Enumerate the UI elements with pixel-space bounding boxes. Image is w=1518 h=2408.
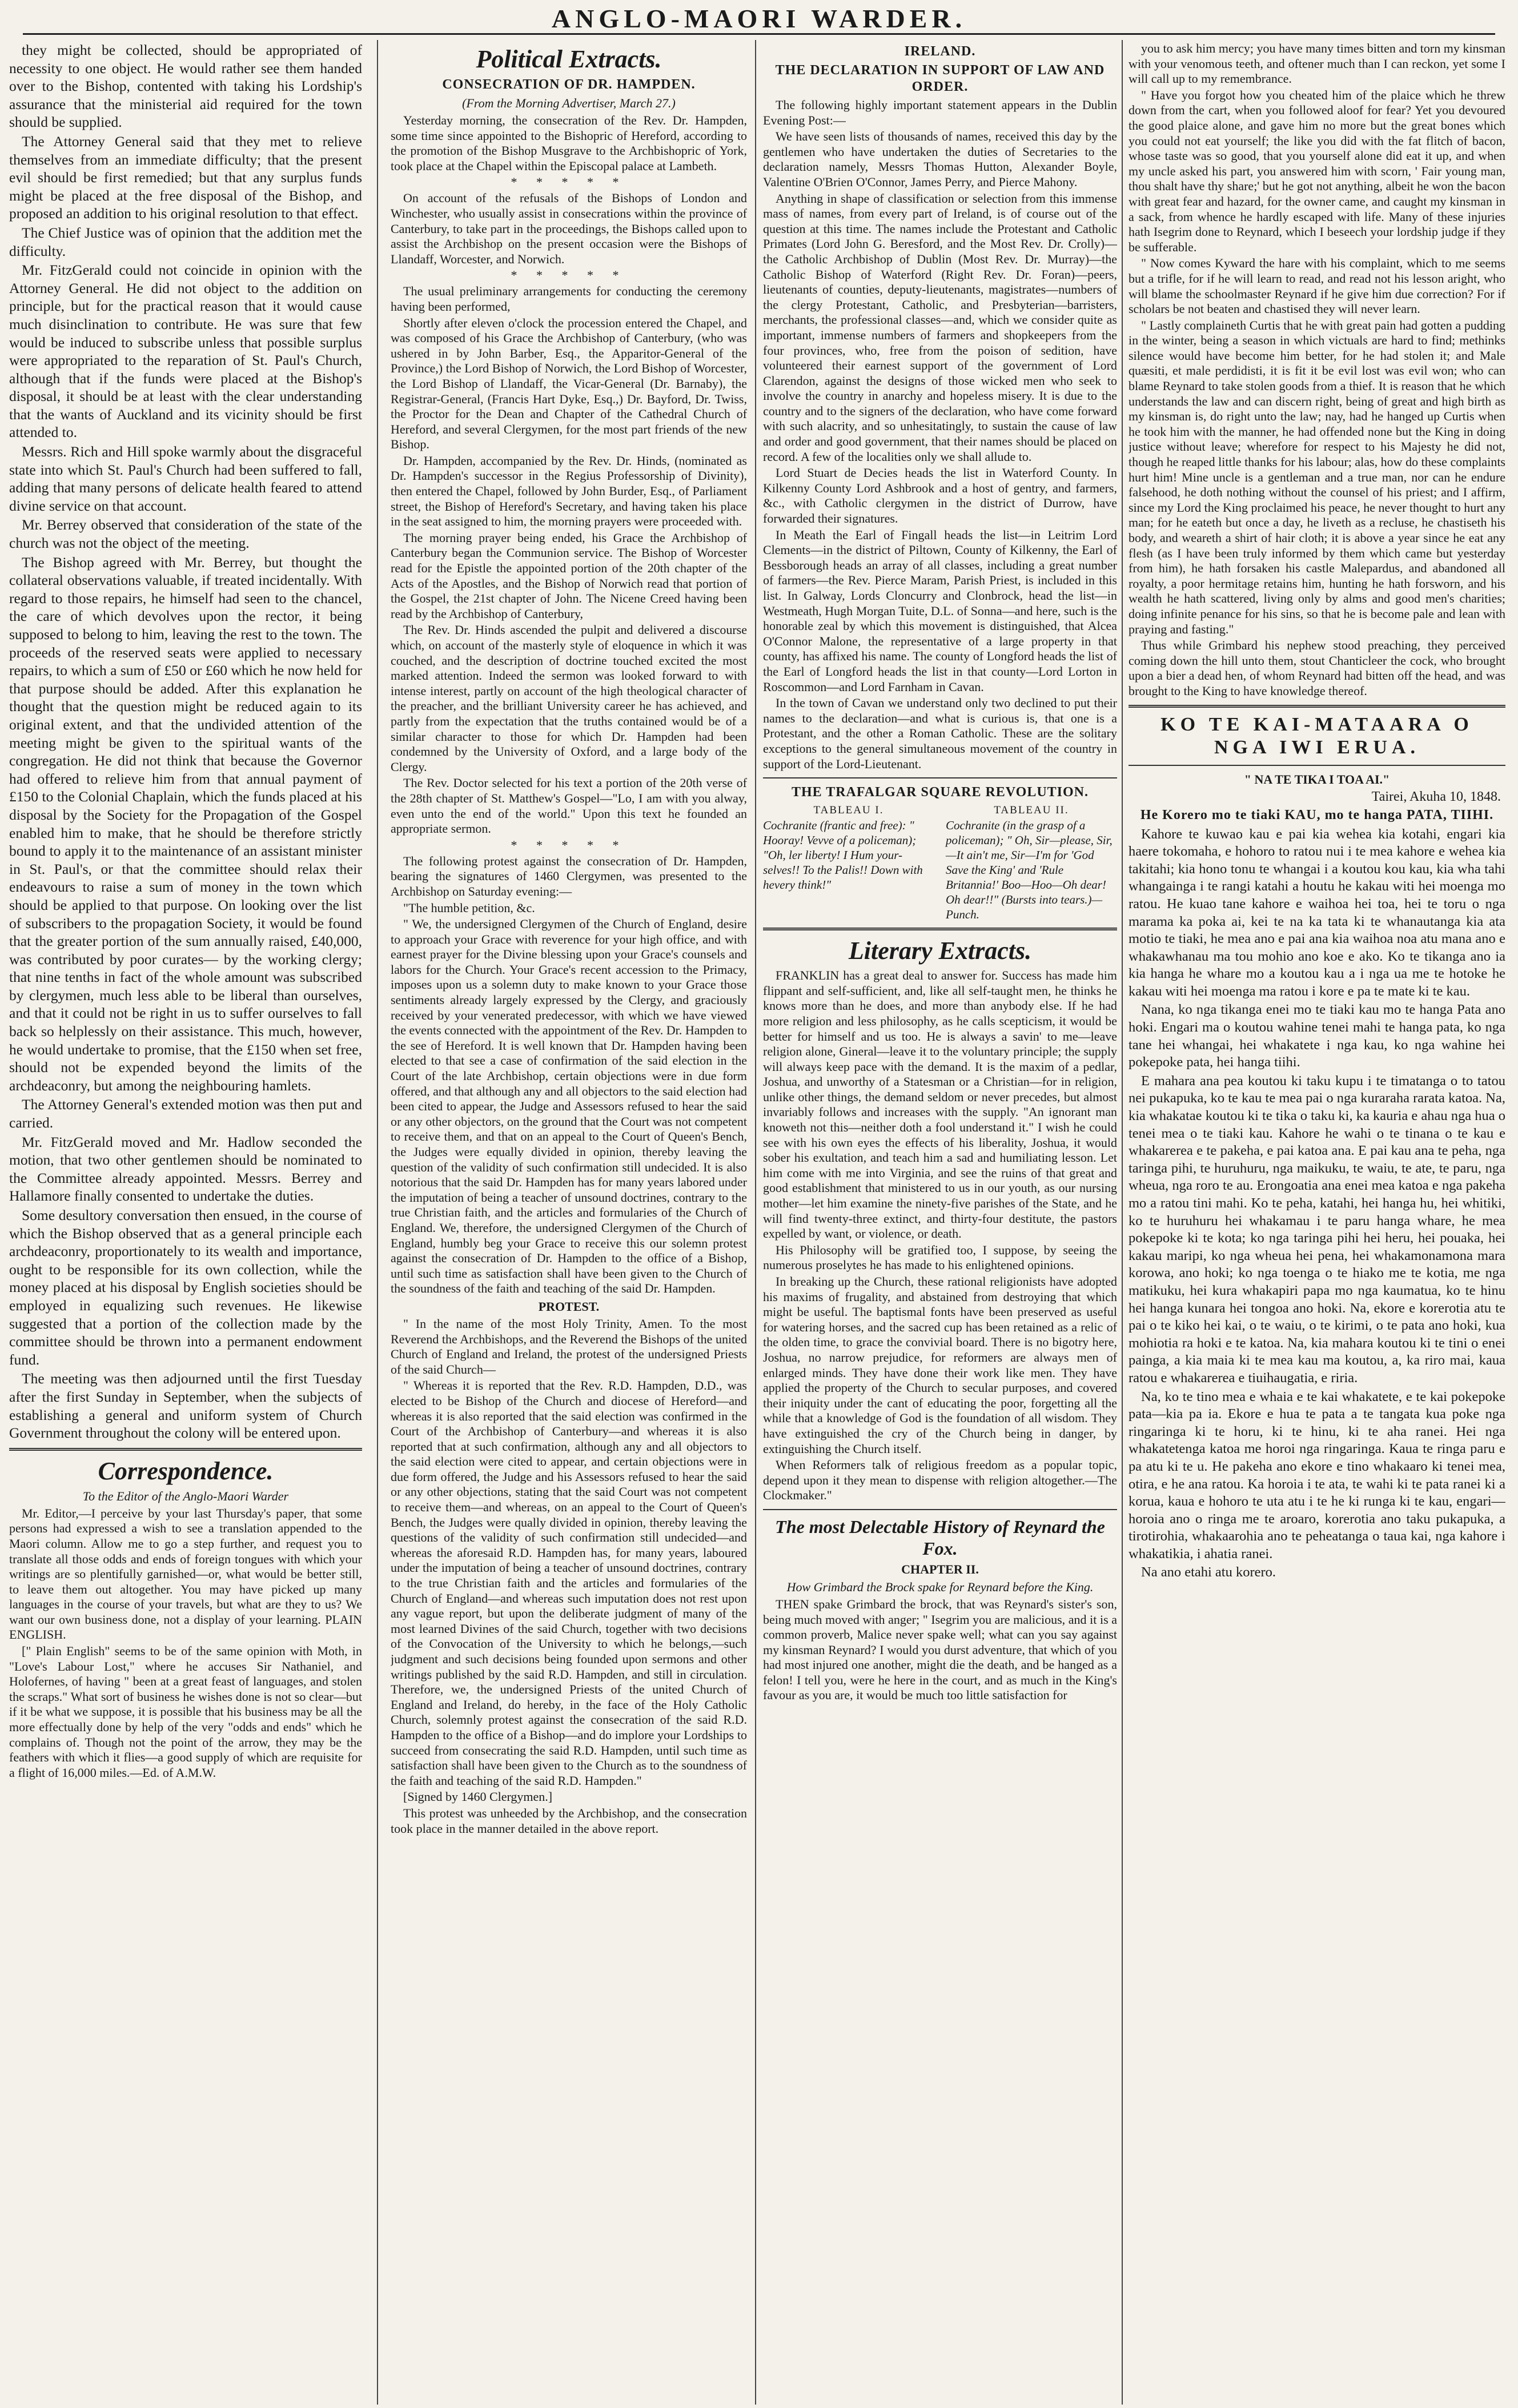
paragraph: Yesterday morning, the consecration of the Rev. Dr. Hampden, some time since appointed to the Bishopric of Hereford, according to the promotion of the Bishop Musgrave to the Archbishopric of York, took place at the Chapel within the Episcopal palace at Lambeth. [391, 113, 747, 173]
column-divider [377, 40, 378, 2405]
chapter-number: CHAPTER II. [901, 1562, 979, 1576]
trafalgar-title: THE TRAFALGAR SQUARE REVOLUTION. [791, 785, 1089, 800]
correspondence-letter [9, 1506, 362, 1781]
declaration-article [763, 98, 1117, 772]
tableau-1-text: Cochranite (frantic and free): " Hooray! Vevve of a policeman); "Oh, ler liberty! I Hum your-selves!! To the Palis!! Down with hevery think!" [763, 818, 923, 892]
literary-extracts-heading: Literary Extracts. [848, 937, 1032, 965]
section-rule [1129, 705, 1505, 708]
article-body [391, 854, 747, 1297]
section-break: * * * * * [511, 175, 627, 190]
ireland-heading: IRELAND. [904, 44, 976, 59]
section-break: * * * * * [511, 268, 627, 283]
tableau-2-heading: TABLEAU II. [994, 804, 1069, 817]
reynard-story [763, 1597, 1117, 1703]
article-body [391, 113, 747, 174]
section-break: * * * * * [511, 837, 627, 852]
correspondence-heading: Correspondence. [98, 1456, 274, 1485]
paragraph: The Chief Justice was of opinion that the addition met the difficulty. [9, 224, 362, 259]
article-source: (From the Morning Advertiser, March 27.) [462, 96, 676, 110]
tableau-1-heading: TABLEAU I. [813, 804, 884, 817]
column-1 [9, 41, 362, 2400]
paragraph: Mr. Berrey observed that consideration of the state of the church was not the object of the meeting. [9, 516, 362, 552]
maori-subtitle: He Korero mo te tiaki KAU, mo te hanga PATA, TIIHI. [1140, 807, 1494, 822]
maori-article [1129, 826, 1505, 1582]
maori-motto: " NA TE TIKA I TOA AI." [1244, 772, 1390, 786]
paragraph: The meeting was then adjourned until the first Tuesday after the first Sunday in September, when the subjects of establishing a general and uniform system of Church Government throughout the colony will be entered upon. [9, 1370, 362, 1442]
tableau-1 [763, 803, 934, 922]
tableaux [763, 803, 1117, 922]
chapter-title: How Grimbard the Brock spake for Reynard before the King. [786, 1579, 1094, 1594]
correspondence-addressee: To the Editor of the Anglo-Maori Warder [82, 1488, 289, 1503]
paragraph: We have seen lists of thousands of names, received this day by the gentlemen who have undertaken the duties of Secretaries to the declaration namely, Messrs Thomas Hutton, Alexander Boyle, Valentine O'Brien O'Connor, James Perry, and Pierce Mahony. [763, 129, 1117, 189]
section-rule [763, 1509, 1117, 1510]
paragraph: they might be collected, should be appropriated of necessity to one object. He would rather see them handed over to the Bishop, contented with taking his Lordship's assurance that the ministerial aid required for the town should be supplied. [9, 42, 362, 131]
article-title: CONSECRATION OF DR. HAMPDEN. [442, 77, 696, 92]
paragraph: Dr. Hampden, accompanied by the Rev. Dr. Hinds, (nominated as Dr. Hampden's successor in the Regius Professorship of Divinity), then entered the Chapel, followed by John Burder, Esq., of Parliament street, the Bishop of Hereford's Secretary, and having taken his place in the seat assigned to him, the morning prayers were proceeded with. [391, 453, 747, 529]
protest-heading: PROTEST. [538, 1299, 600, 1314]
paragraph: " Have you forgot how you cheated him of the plaice which he threw down from the cart, when you followed aloof for fear? Yet you devoured the good plaice alone, and gave him no more but the great bones which you could not eat yourself; the like you did with the fat flitch of bacon, whose taste was so good, that you yourself alone did eat it up, and when my uncle asked his part, you answered him with scorn, ' Fair young man, thou shalt have thy share;' but he got not anything, albeit he won the bacon with great fear and hazard, for the owner came, and caught my kinsman in a sack, from whence he hardly escaped with life. Many of these injuries hath Isegrim done to Reynard, which I beseech your lordship judge if they be sufferable. [1129, 87, 1505, 254]
paragraph: The usual preliminary arrangements for conducting the ceremony having been performed, [391, 284, 747, 314]
meeting-report [9, 41, 362, 1442]
paragraph: Lord Stuart de Decies heads the list in Waterford County. In Kilkenny County Lord Ashbrook and a host of gentry, and farmers, &c., with Catholic clergymen in the district of Durrow, have forwarded their signatures. [763, 465, 1117, 526]
masthead [0, 0, 1518, 34]
paragraph: The morning prayer being ended, his Grace the Archbishop of Canterbury began the Communion service. The Bishop of Worcester read for the Epistle the appointed portion of the 20th chapter of the Acts of the Apostles, and the Bishop of Norwich read that portion of the Gospel, the 21st chapter of John. The Nicene Creed having been read by the Archbishop of Canterbury, [391, 530, 747, 621]
section-rule [763, 928, 1117, 930]
paragraph: Messrs. Rich and Hill spoke warmly about the disgraceful state into which St. Paul's Church had been suffered to fall, adding that many persons of delicate health feared to attend divine service on that account. [9, 443, 362, 514]
section-rule [1129, 765, 1505, 766]
paragraph: Mr. FitzGerald moved and Mr. Hadlow seconded the motion, that two other gentlemen should be nominated to the Committee already appointed. Messrs. Berrey and Hallamore finally consented to undertake the duties. [9, 1133, 362, 1205]
declaration-title: THE DECLARATION IN SUPPORT OF LAW AND ORDER. [775, 63, 1105, 94]
reynard-heading: The most Delectable History of Reynard the Fox. [775, 1516, 1105, 1559]
paragraph: The Rev. Doctor selected for his text a portion of the 20th verse of the 28th chapter of St. Matthew's Gospel—"Lo, I am with you alway, even unto the end of the world." Upon this text he founded an appropriate sermon. [391, 776, 747, 836]
paragraph: This protest was unheeded by the Archbishop, and the consecration took place in the manner detailed in the above report. [391, 1805, 747, 1836]
paragraph: The following protest against the consecration of Dr. Hampden, bearing the signatures of 1460 Clergymen, was presented to the Archbishop on Saturday evening:— [391, 853, 747, 898]
tableau-2-text: Cochranite (in the grasp of a policeman); " Oh, Sir—please, Sir,—It ain't me, Sir—I'm for 'God Save the King' and 'Rule Britannia!' Boo—Hoo—Oh dear! Oh dear!!" (Bursts into tears.)— Punch. [946, 818, 1113, 922]
paragraph: Nana, ko nga tikanga enei mo te tiaki kau mo te hanga Pata ano hoki. Engari ma o koutou wahine tenei mahi te hanga pata, ko nga tane hei whangai, hei whakatete i nga kau, ko nga wahine hei pokepoke pata, hei hanga tiihi. [1129, 1002, 1505, 1070]
section-rule [9, 1448, 362, 1451]
paragraph: " Lastly complaineth Curtis that he with great pain had gotten a pudding in the winter, being a season in which victuals are hard to find; methinks silence would have become him better, for he had stolen it; and Male quæsiti, et male perdidisti, it is fit it be evil lost was evil won; who can blame Reynard to take stolen goods from a thief. It is reason that he which understands the law and can discern right, being of great and high birth as my kinsman is, do right unto the law; nay, had he hanged up Curtis when he took him with the manner, he had offended none but the King in doing justice without leave; wherefore for respect to his Majesty he did not, though he reaped little thanks for his labour; alas, how do these complaints hurt him! Mine uncle is a gentleman and a true man, nor can he endure falsehood, he doth nothing without the counsel of his priest; and I affirm, since my Lord the King proclaimed his peace, he never thought to hurt any man; for he eateth but once a day, he liveth as a recluse, he chastiseth his body, and weareth a shirt of hair cloth; it is above a year since he eat any flesh (as I have been truly informed by them which came but yesterday from him), he hath forsaken his castle Malepardus, and abandoned all royalty, a poor hermitage retains him, hunting he hath forsworn, and his wealth he hath scattered, living only by alms and good men's charities; doing infinite penance for his sins, so that he is become pale and lean with praying and fasting." [1129, 318, 1505, 636]
article-body [391, 284, 747, 836]
article-body [391, 191, 747, 267]
paragraph: In breaking up the Church, these rational religionists have adopted his maxims of frugality, and abstained from destroying that which might be useful. The baptismal fonts have been preserved as useful for watering horses, and the sacred cup has been retained as a relic of the olden time, to grace the convivial board. There is no bigotry here, Joshua, no narrow prejudice, for reformers are always men of enlarged minds. They have done their work like men. They have applied the property of the Church to secular purposes, and covered their iniquity under the cant of educating the poor, forgetting all the while that a knowledge of God is the foundation of all wisdom. They have extinguished the cry of the Church being in danger, by extinguishing the Church itself. [763, 1274, 1117, 1456]
paragraph: Thus while Grimbard his nephew stood preaching, they perceived coming down the hill unto them, stout Chanticleer the cock, who brought upon a bier a dead hen, of whom Reynard had bitten off the head, and was brought to the King to have knowledge thereof. [1129, 638, 1505, 698]
franklin-extract [763, 968, 1117, 1503]
paragraph: The following highly important statement appears in the Dublin Evening Post:— [763, 98, 1117, 127]
paragraph: " Now comes Kyward the hare with his complaint, which to me seems but a trifle, for if he will learn to read, and read not his lesson aright, who will blame the schoolmaster Reynard if he give him due correction? For if scholars be not beaten and chastised they will never learn. [1129, 256, 1505, 316]
section-rule [763, 777, 1117, 778]
maori-section-title: KO TE KAI-MATAARA O NGA IWI ERUA. [1160, 713, 1473, 758]
paragraph: Na, ko te tino mea e whaia e te kai whakatete, e te kai pokepoke pata—kia pa ia. Ekore e hua te pata a te tangata kua poke nga ringaringa ki te horu, ki te hinu, ki te aha ranei. Hei nga whakatetenga katoa me horoi nga ringaringa. Kaua te ringa paru e pa atu ki te u. He pakeha ano ekore e tino whakaaro ki tenei mea, otira, e he ana ratou. Ka horoia i te ata, te wahi ki te pata ranei ki a korua, kaua e hohoro te uta atu i te he ki runga ki te kau, engari—horoia ano o ringa me te aroaro, korerotia ano taku pukapuka, a tirotirohia, whakaarohia ano te peheatanga o taua kai, nga kahore i whakatikia, i ahatia ranei. [1129, 1388, 1505, 1562]
paragraph: [" Plain English" seems to be of the same opinion with Moth, in "Love's Labour Lost," where he accuses Sir Nathaniel, and Holofernes, of having " been at a great feast of languages, and stolen the scraps." What sort of business he wishes done is not so clear—but if it be what we suppose, it is possible that his business may be all the more effectually done by help of the very "odds and ends" which he complains of. Though not the point of the arrow, they may be the feathers with which it flies—a good supply of which are requisite for a flight of 16,000 miles.—Ed. of A.M.W. [9, 1644, 362, 1780]
paragraph: E mahara ana pea koutou ki taku kupu i te timatanga o to tatou nei pukapuka, ko te kau te mea pai o nga kuraraha rarata katoa. Na, kia whakatae koutou ki te tika o taku ki, ka kauria e ahau nga hua o tenei mea o te tiaki kau. Kahore he wahi o te tinana o te kau e whakarerea e te pakeha, e pai katoa ana. E pai kau ana te peha, nga taringa pihi, te huruhuru, nga maikuku, te waiu, te ate, te paru, nga wheua, nga roro te au. Erongoatia ana enei mea katoa e nga pakeha mo a ratou tini mahi. Ko te peha, katahi, hei hanga hu, hei whitiki, ko te huruhuru hei whakamau i te paru hanga whare, he mea pokepoke ki te kota; ko nga taringa pihi hei heru, hei pouaka, hei kakau maripi, ko nga wheua hei pena, hei whakamonamona mara korowa, ano hoki; ko nga toenga o te hiako me te kotia, me nga matikuku, hei kura whakapiri papa mo nga kaumatua, ko te hinu hei hanga kunara hei tongoa ano hoki. Na, ekore e korerotia atu te pai o te kiko hei kai, o te waiu, o te kirimi, o te pata ano hoki, kua mohiotia ra hoki e te katoa. Na, kia mahara koutou ki te tini o enei painga, a kia maia ki te mea kau ma koutou, a, ka riro mai, kaua ratou e whakarerea e tiuihaugatia, e riria. [1129, 1073, 1505, 1386]
paragraph: " In the name of the most Holy Trinity, Amen. To the most Reverend the Archbishops, and the Reverend the Bishops of the united Church of England and Ireland, the protest of the undersigned Priests of the said Church— [391, 1316, 747, 1376]
masthead-title: ANGLO-MAORI WARDER. [551, 4, 967, 33]
paragraph: The Attorney General's extended motion was then put and carried. [9, 1096, 362, 1131]
paragraph: " We, the undersigned Clergymen of the Church of England, desire to approach your Grace with reverence for your high office, and with earnest prayer for the Divine blessing upon your Grace's counsels and labors for the Church. Your Grace's recent accession to the Primacy, imposes upon us a solemn duty to make known to your Grace those sentiments already largely expressed by the Clergy, and graciously received by your venerated predecessor, with which we have viewed the events connected with the appointment of the Rev. Dr. Hampden to the see of Hereford. It is well known that Dr. Hampden having been elected to that see a case of confirmation of the said election in the Court of the late Archbishop, certain objections were in due form offered, and that although any and all objectors to the said election had been cited to appear, the Judge and Assessors refused to hear the said or any other objectors, on the ground that the Court was not competent to receive them, and that on an appeal to the Court of Queen's Bench, the Judges were equally divided in opinion, thereby leaving the question of the validity of such confirmation still undecided. It is also notorious that the said Dr. Hampden has for many years labored under the imputation of being a teacher of unsound doctrines, contrary to the true Christian faith, and the articles and formularies of the Church of England. We, therefore, the undersigned Clergymen of the Church of England, humbly beg your Grace to receive this our solemn protest against the consecration of Dr. Hampden to the office of a Bishop, until such time as satisfaction shall have been given to the Church of the soundness of the faith and teaching of the said Dr. Hampden. [391, 917, 747, 1296]
maori-date: Tairei, Akuha 10, 1848. [1371, 789, 1501, 804]
reynard-story-continued [1129, 41, 1505, 699]
column-divider [1122, 40, 1123, 2405]
article-body [391, 1317, 747, 1836]
paragraph: Mr. FitzGerald could not coincide in opinion with the Attorney General. He did not object to the addition on principle, but for the practical reason that it would cause much disinclination to contribute. He was sure that few would be induced to subscribe unless that possible surplus were appropriated to the reparation of St. Paul's Church, although that if the funds were placed at the Bishop's disposal, it should be at least with the clear understanding that the wants of Auckland and its vicinity should be first attended to. [9, 262, 362, 441]
paragraph: [Signed by 1460 Clergymen.] [403, 1789, 553, 1804]
paragraph: In the town of Cavan we understand only two declined to put their names to the declaration—and what is curious is, that one is a Protestant, and the other a Roman Catholic. These are the solitary exceptions to the general simultaneous movement of the country in support of the Lord-Lieutenant. [763, 696, 1117, 771]
paragraph: Some desultory conversation then ensued, in the course of which the Bishop observed that as a general principle each archdeaconry, proportionately to its wealth and importance, ought to be responsible for its own collection, while the money placed at his disposal by English societies should be employed in equalizing such revenues. He likewise suggested that a portion of the collection made by the committee should be thrown into a permanent endowment fund. [9, 1207, 362, 1368]
paragraph: THEN spake Grimbard the brock, that was Reynard's sister's son, being much moved with anger; " Isegrim you are malicious, and it is a common proverb, Malice never spake well; what can you say against my kinsman Reynard? I would you durst adventure, that which of you had most injured one another, might die the death, and be hanged as a felon! I tell you, were he here in the court, and as much in the King's favour as you are, it would be much too little satisfaction for [763, 1596, 1117, 1703]
paragraph: Kahore te kuwao kau e pai kia wehea kia kotahi, engari kia haere tokomaha, e hohoro to ratou nui i te mea kahore e wehea kia takitahi; kia hono tonu te whangai i a koutou kou kau, kia wha tahi whangainga i te rangi katahi a houtu he kakau witi hei moenga mo ratou. He kuao tane kahore e waihoa hei toa, hei te toru o nga marama ka poka ai, kei te na ka tata ki te whanautanga kia ata motio te tiaki, he mea ano e pai ana kia waihoa noa atu mana ano e whakawhanau ma tou mohio ano koe e ako. Ko te tikanga ano ia kia hanga he whare mo a koutou kau a i nga ua me te hotoke he kakau witi hei moenga ma ratou i kore e pa te mate ki te kau. [1129, 826, 1505, 999]
paragraph: When Reformers talk of religious freedom as a popular topic, depend upon it they mean to dispense with religion altogether.—The Clockmaker." [763, 1458, 1117, 1503]
paragraph: His Philosophy will be gratified too, I suppose, by seeing the numerous proselytes he has made to his enlightened opinions. [763, 1242, 1117, 1273]
paragraph: The Rev. Dr. Hinds ascended the pulpit and delivered a discourse which, on account of the masterly style of eloquence in which it was couched, and the description of doctrine touched excited the most marked attention. Indeed the sermon was looked forward to with intense interest, partly on account of the high theological character of the preacher, and the brilliant University career he has achieved, and partly from the expectation that the truths contained would be of a similar character to those for which Dr. Hampden had been condemned by the University of Oxford, and a large body of the Clergy. [391, 623, 747, 774]
paragraph: Na ano etahi atu korero. [1141, 1564, 1276, 1580]
paragraph: In Meath the Earl of Fingall heads the list—in Leitrim Lord Clements—in the district of Piltown, County of Kilkenny, the Earl of Bessborough heads an array of all classes, including a great number of farmers—the Rev. Pierce Maram, Parish Priest, is included in this list. In Galway, Lords Cloncurry and Clonbrock, head the list—in Westmeath, Hugh Morgan Tuite, D.L. of Sonna—and here, such is the honorable zeal by which this movement is distinguished, that Alcea O'Connor Malone, the representative of a large property in that county, has affixed his name. The county of Longford heads the list of the Earl of Longford heads the list in that county—Lord Lorton in Roscommon—and Lord Farnham in Cavan. [763, 527, 1117, 694]
paragraph: Anything in shape of classification or selection from this immense mass of names, from every part of Ireland, is of course out of the question at this time. The names include the Protestant and Catholic Primates (Lord John G. Beresford, and the Most Rev. Dr. Crolly)—the Catholic Archbishop of Dublin (Most Rev. Dr. Murray)—the Catholic Bishop of Waterford (Right Rev. Dr. Foran)—peers, lieutenants of counties, deputy-lieutenants, magistrates—numbers of the clergy Protestant, Catholic, and Presbyterian—barristers, merchants, the professional classes—and, which we consider quite as important, immense numbers of farmers and shopkeepers from the four provinces, who, free from the poison of sedition, have volunteered their earnest support of the government of Lord Clarendon, against the designs of those wicked men who seek to involve the country in anarchy and hopeless misery. It is due to the country and to the signers of the declaration, who have come forward with such alacrity, and so unhesitatingly, to sustain the cause of law and order and good government, that their names should be placed on record. A few of the localities only we shall allude to. [763, 191, 1117, 464]
paragraph: The Attorney General said that they met to relieve themselves from an immediate difficulty; that the present evil should be first remedied; but that any surplus funds might be placed at the free disposal of the Bishop, and proposed an addition to his original resolution to that effect. [9, 133, 362, 222]
paragraph: " Whereas it is reported that the Rev. R.D. Hampden, D.D., was elected to be Bishop of the Church and diocese of Hereford—and whereas it is also reported that the said election was confirmed in the Court of the Archbishop of Canterbury—and whereas it is also reported that at such confirmation, although any and all objectors to the said election were cited to appear, and certain objections were in due form offered, the Judge and his Assessors refused to hear the said or any other objections, stating that the said Court was not competent to receive them—and whereas, on an appeal to the Court of Queen's Bench, the Judges were qually divided in opinion, thereby leaving the questions of the validity of such confirmation still undecided—and whereas the aforesaid R.D. Hampden has, for many years, laboured under the imputation of being a teacher of unsound doctrines, contrary to the true Christian faith and the articles and formularies of the Church of England—and whereas such imputation does not rest upon any vague report, but upon the deliberate judgment of many of the most learned Divines of the said Church, together with two decisions of the Convocation of the University to which he belongs,—such judgment and such decisions being founded upon sermons and other writings published by the said R.D. Hampden, and still in circulation. Therefore, we, the undersigned Priests of the united Church of England and Ireland, do hereby, in the face of the Holy Catholic Church, solemnly protest against the consecration of the said R.D. Hampden to the office of a Bishop—and do implore your Lordships to succeed from consecrating the said R.D. Hampden, until such time as satisfaction shall have been given to the Church as to the soundness of the faith and teaching of the said R.D. Hampden." [391, 1378, 747, 1788]
paragraph: Shortly after eleven o'clock the procession entered the Chapel, and was composed of his Grace the Archbishop of Canterbury, (who was ushered in by John Barber, Esq., the Apparitor-General of the Province,) the Lord Bishop of Norwich, the Lord Bishop of Worcester, the Lord Bishop of Llandaff, the Vicar-General (Dr. Barnaby), the Registrar-General, (Francis Hart Dyke, Esq.,) Dr. Bayford, Dr. Twiss, the Proctor for the Dean and Chapter of the Cathedral Church of Hereford, and several Clergymen, for the most part friends of the new Bishop. [391, 315, 747, 452]
masthead-rule [23, 33, 1495, 35]
paragraph: you to ask him mercy; you have many times bitten and torn my kinsman with your venomous teeth, and oftener much than I can reckon, yet some I will call up to my remembrance. [1129, 41, 1505, 86]
paragraph: Mr. Editor,—I perceive by your last Thursday's paper, that some persons had expressed a wish to see a translation appended to the Maori column. Allow me to go a step further, and request you to translate all those odds and ends of foreign tongues with which your writings are so plentifully garnished—or, what would be better still, to leave them out altogether. You may have picked up many languages in the course of your travels, but what are they to us? We want our own business done, not a display of your learning. PLAIN ENGLISH. [9, 1506, 362, 1642]
political-extracts-heading: Political Extracts. [476, 45, 662, 73]
column-3 [763, 41, 1117, 2400]
paragraph: FRANKLIN has a great deal to answer for. Success has made him flippant and self-sufficient, and, like all self-taught men, he thinks he knows more than he does, and more than anybody else. If he had more religion and less philosophy, as he calls scepticism, it would be better for himself and us too. He is always a savin' to me—leave religion alone, Gineral—leave it to the voluntary principle; the supply will always keep pace with the demand. It is the maxim of a pedlar, Joshua, and unworthy of a Statesman or a Christian—for in religion, unlike other things, the demand seldom or never precedes, but almost invariably follows and increases with the supply. "An ignorant man knoweth not this—neither doth a fool understand it." I wish he could see with his own eyes the effects of his liberality, Joshua, it would sober his exultation, and teach him a sad and humiliating lesson. Let him come with me into Virginia, and see the ruins of that great and good establishment that ministered to us in our youth, as our nursing mother—let him examine the ninety-five parishes of the State, and he will find twenty-three extinct, and thirty-four destitute, the pastors expelled by want, or violence, or death. [763, 968, 1117, 1241]
paragraph: "The humble petition, &c. [403, 900, 535, 915]
column-4 [1129, 41, 1505, 2400]
paragraph: The Bishop agreed with Mr. Berrey, but thought the collateral observations valuable, if treated incidentally. With regard to those repairs, he himself had seen to the chancel, the care of which devolves upon the rector, it being supposed to belong to him, leaving the rest to the town. The proceeds of the reserved seats were applied to necessary repairs, to which a sum of £50 or £60 which he now held for that purpose should be added. After this explanation he thought that the question might be reduced again to its original extent, and that the undivided attention of the meeting might be given to the spiritual wants of the congregation. He did not think that because the Governor had offered to relieve him from that annual payment of £150 to the Colonial Chaplain, which the funds placed at his disposal by the Society for the Propagation of the Gospel enabled him to make, that he should be therefore strictly bound to apply it to the maintenance of an assistant minister in St. Paul's, or that the committee should relax their endeavours to raise a sum of money in the town which should be applied to that purpose. On looking over the list of subscribers to the propagation Society, it would be found that the greater portion of the sum annually raised, £40,000, was contributed by poor curates— by the working clergy; that nine tenths in fact of the whole amount was subscribed by clergymen, much less able to be liberal than ourselves, and that it could not be right in us to suffer ourselves to fall back so helplessly on their assistance. This much, however, he would undertake to promise, that the £150 when set free, should not be expended beyond the limits of the archdeaconry, but among the neighbouring hamlets. [9, 553, 362, 1094]
tableau-2 [946, 803, 1117, 922]
column-divider [755, 40, 756, 2405]
paragraph: On account of the refusals of the Bishops of London and Winchester, who usually assist in consecrations within the province of Canterbury, to take part in the proceedings, the Bishops called upon to assist the Archbishop on the present occasion were the Bishops of Llandaff, Worcester, and Norwich. [391, 191, 747, 266]
column-2 [391, 41, 747, 2400]
